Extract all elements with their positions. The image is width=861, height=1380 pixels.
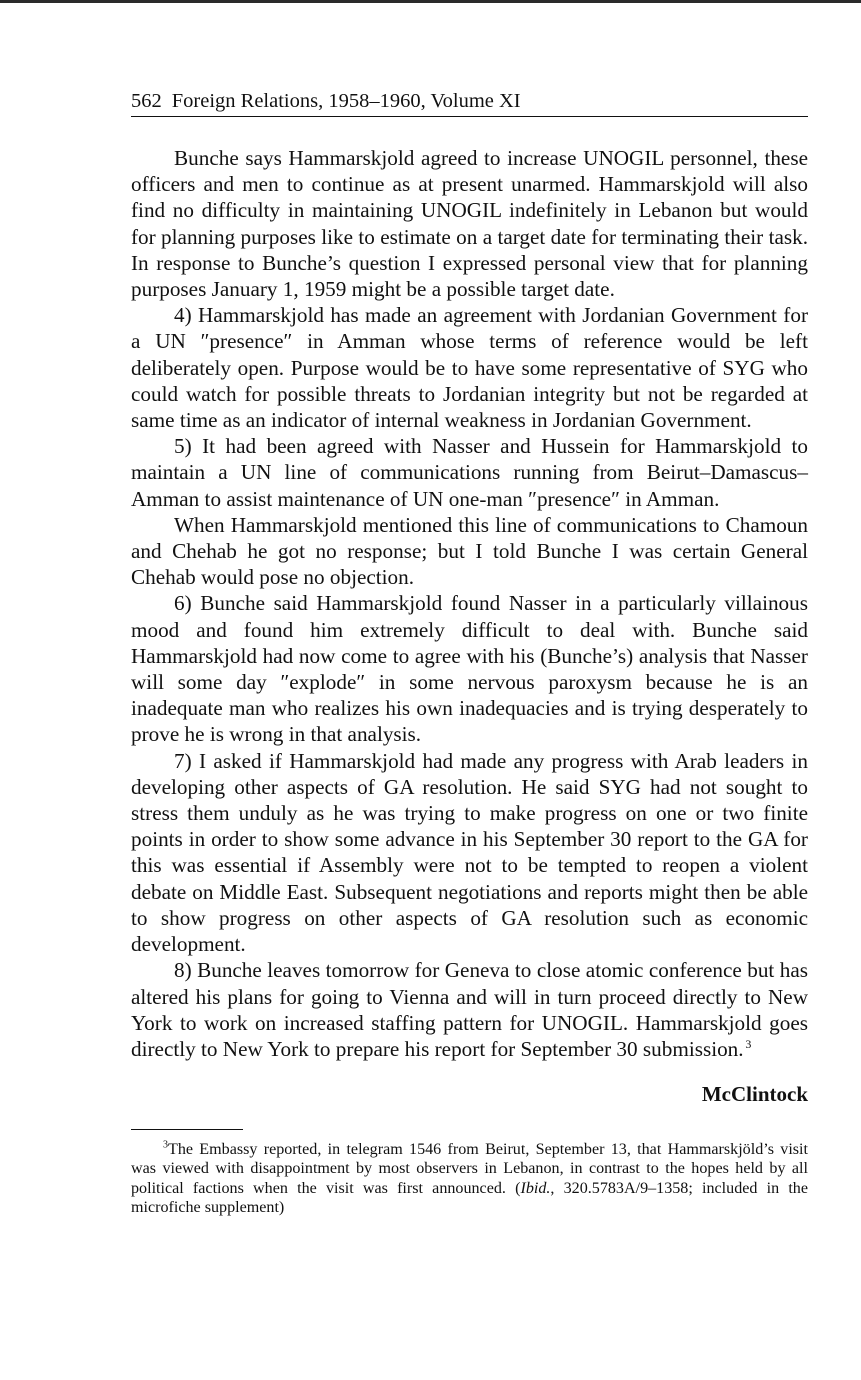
paragraph-4-jordan-presence: 4) Hammarskjold has made an agreement with Jordanian Government for a UN ″presence″ in Amman whose terms of reference would be left deliberately open. Purpose would be to have some representative of SYG who could watch for possible threats to Jordanian integrity but not be regarded at same time as an indicator of internal weakness in Jordanian Government. xyxy=(131,303,808,433)
paragraph-7-ga-resolution: 7) I asked if Hammarskjold had made any progress with Arab leaders in developing other aspects of GA resolution. He said SYG had not sought to stress them unduly as he was trying to make progress on one or two finite points in order to show some advance in his September 30 report to the GA for this was essential if Assembly were not to be tempted to reopen a violent debate on Middle East. Subsequent negotiations and reports might then be able to show progress on other aspects of GA resolution such as economic development. xyxy=(131,748,808,957)
body-text xyxy=(131,145,808,1062)
page-number: 562 xyxy=(131,90,162,112)
scan-top-edge xyxy=(0,0,861,3)
footnote xyxy=(131,1140,808,1217)
footnote-reference: 3 xyxy=(745,1036,752,1051)
running-head xyxy=(131,88,808,117)
paragraph-8-bunche-travel xyxy=(131,957,808,1062)
document-page xyxy=(131,88,808,1233)
paragraph-8-text: 8) Bunche leaves tomorrow for Geneva to close atomic conference but has altered his plans for going to Vienna and will in turn proceed directly to New York to work on increased staffing pattern for UNOGIL. Hammarskjold goes directly to New York to prepare his report for September 30 submission. xyxy=(131,958,808,1061)
footnote-text: The Embassy reported, in telegram 1546 from Beirut, September 13, that Hammarskjöld’s visit was viewed with disappointment by most observers in Lebanon, in contrast to the hopes held by all political factions when the visit was first announced. ( xyxy=(131,1141,808,1197)
footnote-marker: 3 xyxy=(163,1139,168,1151)
paragraph-5-line-of-communications: 5) It had been agreed with Nasser and Hussein for Hammarskjold to maintain a UN line of communications running from Beirut–Damascus–Amman to assist maintenance of UN one-man ″presence″ in Amman. xyxy=(131,434,808,511)
footnote-ibid: Ibid. xyxy=(520,1179,551,1197)
paragraph-chamoun-chehab: When Hammarskjold mentioned this line of communications to Chamoun and Chehab he got no response; but I told Bunche I was certain General Chehab would pose no objection. xyxy=(131,512,808,590)
running-head-title: Foreign Relations, 1958–1960, Volume XI xyxy=(171,90,521,112)
paragraph-6-nasser-mood: 6) Bunche said Hammarskjold found Nasser in a particularly villainous mood and found him extremely difficult to deal with. Bunche said Hammarskjold had now come to agree with his (Bunche’s) analysis that Nasser will some day ″explode″ in some nervous paroxysm because he is an inadequate man who realizes his own inadequacies and is trying desperately to prove he is wrong in that analysis. xyxy=(131,591,808,747)
paragraph-unogil-personnel: Bunche says Hammarskjold agreed to increase UNOGIL personnel, these officers and men to continue as at present unarmed. Hammarskjold will also find no difficulty in maintaining UNOGIL indefinitely in Lebanon but would for planning purposes like to estimate on a target date for terminating their task. In response to Bunche’s question I expressed personal view that for planning purposes January 1, 1959 might be a possible target date. xyxy=(131,146,808,302)
footnote-citation: , 320.5783A/9–1358; included in the microfiche supplement) xyxy=(131,1179,808,1216)
signature: McClintock xyxy=(701,1082,808,1107)
footnote-divider xyxy=(131,1129,243,1130)
